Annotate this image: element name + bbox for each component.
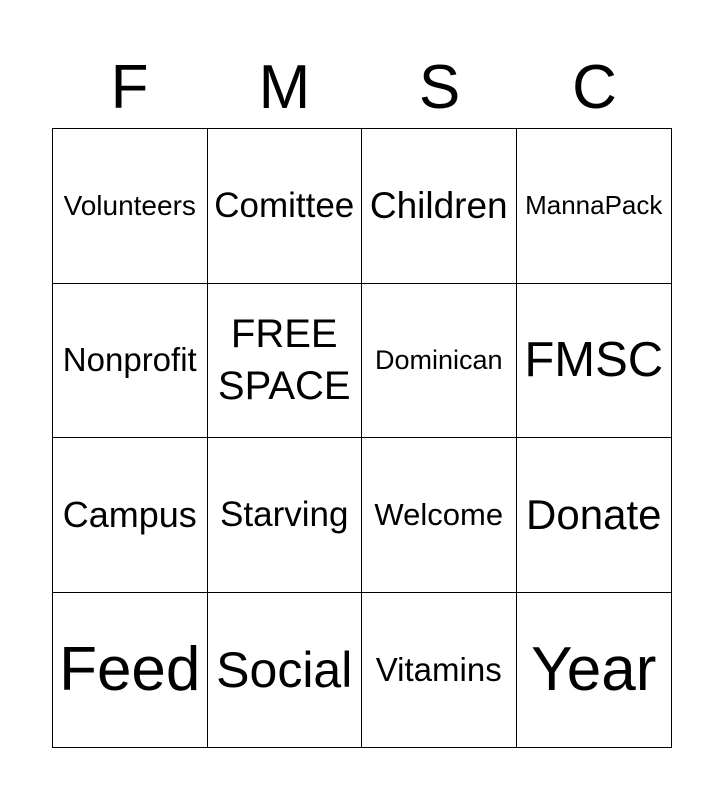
cell-text: Feed — [59, 634, 201, 704]
bingo-cell-mannapack[interactable] — [517, 129, 672, 284]
bingo-cell-year[interactable] — [517, 593, 672, 748]
bingo-cell-welcome[interactable] — [362, 438, 517, 593]
cell-text: Dominican — [374, 345, 503, 376]
cell-text: FMSC — [524, 332, 664, 387]
bingo-cell-dominican[interactable] — [362, 284, 517, 439]
cell-text: Donate — [526, 490, 662, 538]
bingo-cell-free-space[interactable] — [208, 284, 363, 439]
bingo-cell-starving[interactable] — [208, 438, 363, 593]
cell-text: Welcome — [374, 497, 504, 533]
cell-text: Children — [369, 184, 508, 226]
cell-text: FREE SPACE — [217, 312, 351, 409]
cell-text: Nonprofit — [62, 341, 197, 379]
bingo-cell-feed[interactable] — [53, 593, 208, 748]
cell-text: Campus — [62, 494, 197, 536]
bingo-header — [52, 52, 672, 124]
header-letter-s: S — [418, 53, 461, 122]
bingo-cell-social[interactable] — [208, 593, 363, 748]
bingo-cell-vitamins[interactable] — [362, 593, 517, 748]
cell-text: Comittee — [214, 185, 355, 225]
bingo-cell-campus[interactable] — [53, 438, 208, 593]
bingo-cell-volunteers[interactable] — [53, 129, 208, 284]
bingo-cell-comittee[interactable] — [208, 129, 363, 284]
cell-text: Starving — [220, 494, 349, 534]
bingo-cell-donate[interactable] — [517, 438, 672, 593]
bingo-cell-children[interactable] — [362, 129, 517, 284]
header-letter-m: M — [258, 53, 311, 122]
cell-text: MannaPack — [525, 190, 663, 221]
bingo-cell-fmsc[interactable] — [517, 284, 672, 439]
bingo-cell-nonprofit[interactable] — [53, 284, 208, 439]
header-letter-f: F — [110, 53, 149, 122]
bingo-board — [52, 128, 672, 748]
cell-text: Year — [531, 634, 657, 704]
header-letter-c: C — [572, 53, 617, 122]
cell-text: Vitamins — [375, 650, 502, 688]
cell-text: Volunteers — [63, 189, 196, 221]
cell-text: Social — [216, 641, 353, 698]
